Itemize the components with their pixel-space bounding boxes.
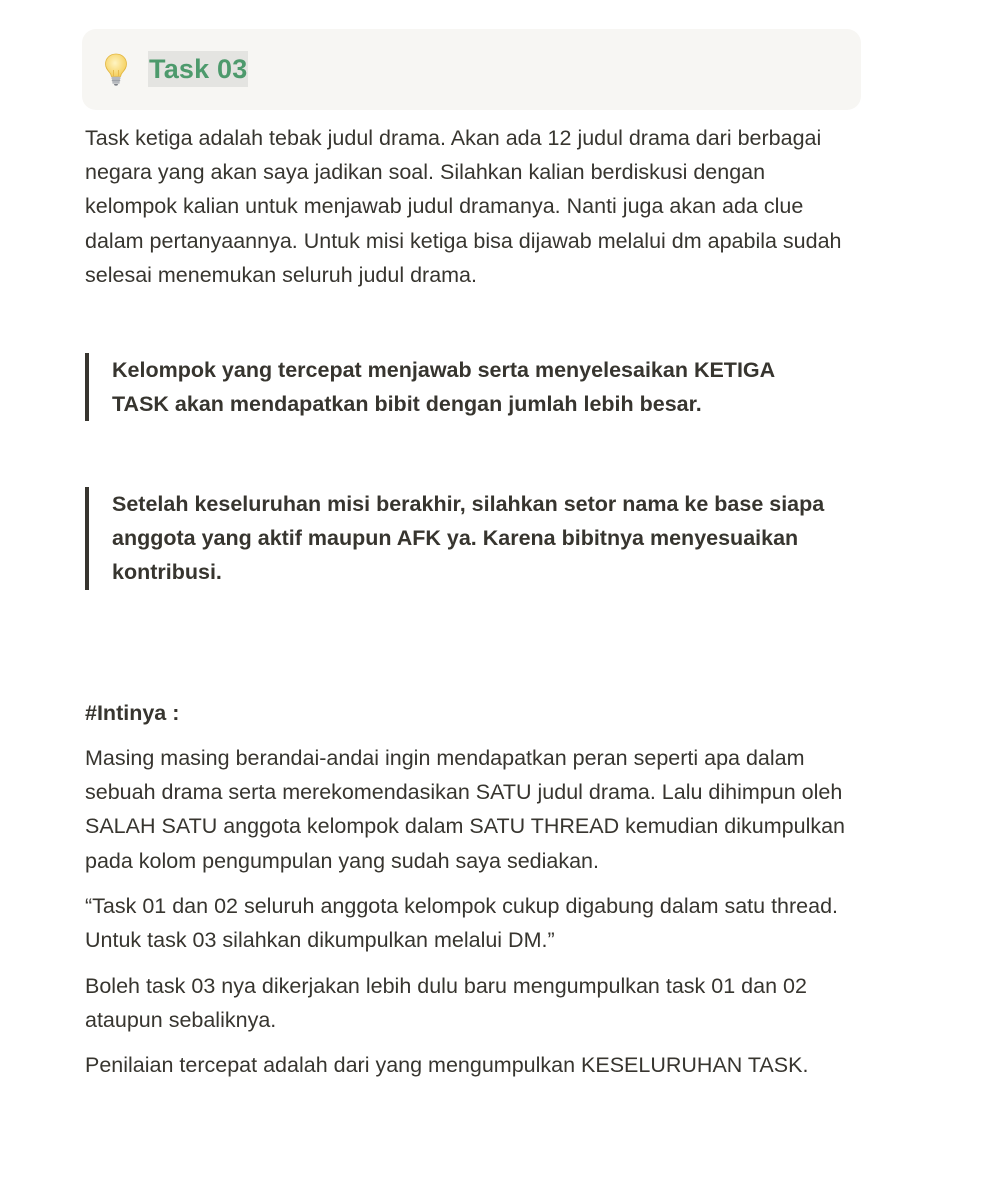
blockquote-submit-names: Setelah keseluruhan misi berakhir, silahkan setor nama ke base siapa anggota yang aktif maupun AFK ya. Karena bibitnya menyesuaikan kontribusi. — [85, 487, 825, 590]
callout-title: Task 03 — [148, 51, 248, 87]
lightbulb-icon — [101, 51, 131, 87]
blockquote-fastest-group: Kelompok yang tercepat menjawab serta menyelesaikan KETIGA TASK akan mendapatkan bibit dengan jumlah lebih besar. — [85, 353, 825, 421]
summary-heading: #Intinya : — [85, 701, 180, 725]
intro-paragraph: Task ketiga adalah tebak judul drama. Akan ada 12 judul drama dari berbagai negara yang akan saya jadikan soal. Silahkan kalian berdiskusi dengan kelompok kalian untuk menjawab judul dramanya. Nanti juga akan ada clue dalam pertanyaannya. Untuk misi ketiga bisa dijawab melalui dm apabila sudah selesai menemukan seluruh judul drama. — [85, 126, 842, 287]
task-callout — [82, 29, 861, 110]
summary-paragraph-order: Boleh task 03 nya dikerjakan lebih dulu baru mengumpulkan task 01 dan 02 ataupun sebaliknya. — [85, 974, 807, 1033]
summary-paragraph-thread: “Task 01 dan 02 seluruh anggota kelompok cukup digabung dalam satu thread. Untuk task 03 silahkan dikumpulkan melalui DM.” — [85, 894, 839, 953]
summary-paragraph-scoring: Penilaian tercepat adalah dari yang mengumpulkan KESELURUHAN TASK. — [85, 1053, 809, 1077]
summary-paragraph-roles: Masing masing berandai-andai ingin mendapatkan peran seperti apa dalam sebuah drama serta merekomendasikan SATU judul drama. Lalu dihimpun oleh SALAH SATU anggota kelompok dalam SATU THREAD kemudian dikumpulkan pada kolom pengumpulan yang sudah saya sediakan. — [85, 746, 846, 873]
